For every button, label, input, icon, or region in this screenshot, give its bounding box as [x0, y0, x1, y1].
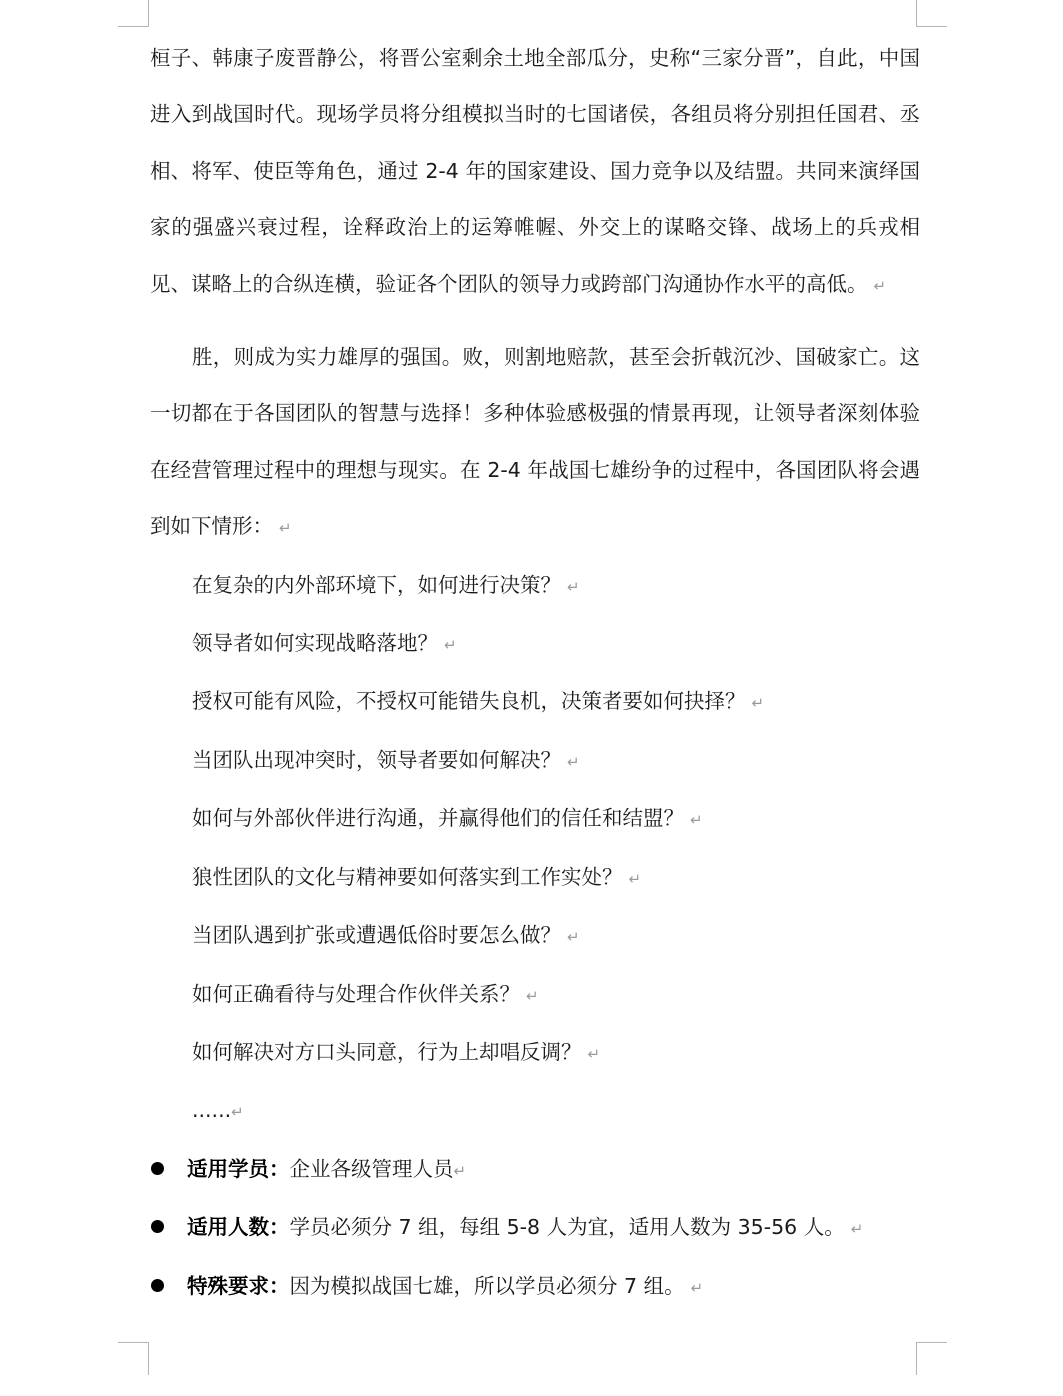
crop-mark-top-left — [118, 0, 149, 27]
bullet-text: 学员必须分 7 组，每组 5-8 人为宜，适用人数为 35-56 人。 — [289, 1215, 845, 1240]
paragraph-scenarios: 胜，则成为实力雄厚的强国。败，则割地赔款，甚至会折戟沉沙、国破家亡。这一切都在于各国团队的智慧与选择！多种体验感极强的情景再现，让领导者深刻体验在经营管理过程中的理想与现实。在 2-4 年战国七雄纷争的过程中，各国团队将会遇到如下情形： ↵ — [150, 345, 920, 539]
paragraph-mark: ↵ — [751, 694, 765, 713]
question-item: 领导者如何实现战略落地？ ↵ — [192, 631, 457, 656]
question-list — [150, 557, 920, 1141]
bullet-label: 适用学员： — [187, 1156, 290, 1181]
paragraph-mark: ↵ — [567, 752, 580, 771]
crop-mark-bottom-left — [118, 1342, 149, 1375]
paragraph-mark: ↵ — [231, 1103, 244, 1122]
bullet-item-headcount — [150, 1199, 920, 1257]
bullet-label: 适用人数： — [187, 1215, 290, 1240]
bullet-dot-icon — [151, 1279, 164, 1292]
question-item: 狼性团队的文化与精神要如何落实到工作实处？ ↵ — [192, 864, 642, 889]
paragraph-spacing — [150, 314, 920, 329]
crop-mark-top-right — [916, 0, 947, 27]
question-item: 如何解决对方口头同意，行为上却唱反调？ ↵ — [192, 1039, 601, 1064]
bullet-dot-icon — [151, 1220, 164, 1233]
paragraph-mark: ↵ — [526, 986, 539, 1005]
paragraph-mark: ↵ — [279, 519, 292, 538]
paragraph-mark: ↵ — [873, 276, 887, 295]
question-item-ellipsis: ......↵ — [192, 1098, 244, 1123]
bullet-label: 特殊要求： — [187, 1273, 290, 1298]
paragraph-intro: 桓子、韩康子废晋静公，将晋公室剩余土地全部瓜分，史称“三家分晋”，自此，中国进入到战国时代。现场学员将分组模拟当时的七国诸侯，各组员将分别担任国君、丞相、将军、使臣等角色，通过 2-4 年的国家建设、国力竞争以及结盟。共同来演绎国家的强盛兴衰过程，诠释政治上的运筹帷幄、外交上的谋略交锋、战场上的兵戎相见、谋略上的合纵连横，验证各个团队的领导力或跨部门沟通协作水平的高低。 ↵ — [150, 46, 920, 296]
paragraph-mark: ↵ — [587, 1044, 601, 1063]
bullet-text: 因为模拟战国七雄，所以学员必须分 7 组。 — [289, 1273, 685, 1298]
question-item: 如何正确看待与处理合作伙伴关系？ ↵ — [192, 981, 539, 1006]
question-item: 如何与外部伙伴进行沟通，并赢得他们的信任和结盟？ ↵ — [192, 806, 703, 831]
paragraph-mark: ↵ — [567, 928, 580, 947]
paragraph-mark: ↵ — [690, 1278, 704, 1297]
crop-mark-bottom-right — [916, 1342, 947, 1375]
paragraph-mark: ↵ — [690, 811, 703, 830]
paragraph-mark: ↵ — [567, 577, 580, 596]
bullet-item-participants — [150, 1141, 920, 1199]
paragraph-mark: ↵ — [628, 869, 642, 888]
bullet-item-requirements — [150, 1258, 920, 1316]
question-item: 授权可能有风险，不授权可能错失良机，决策者要如何抉择？ ↵ — [192, 689, 765, 714]
paragraph-mark: ↵ — [453, 1161, 467, 1180]
paragraph-mark: ↵ — [850, 1220, 864, 1239]
bullet-text: 企业各级管理人员 — [289, 1156, 454, 1181]
question-item: 在复杂的内外部环境下，如何进行决策？ ↵ — [192, 572, 580, 597]
paragraph-mark: ↵ — [444, 636, 457, 655]
question-item: 当团队遇到扩张或遭遇低俗时要怎么做？ ↵ — [192, 923, 580, 948]
bullet-list — [150, 1141, 920, 1316]
document-body — [150, 30, 920, 1316]
bullet-dot-icon — [151, 1162, 164, 1175]
question-item: 当团队出现冲突时，领导者要如何解决？ ↵ — [192, 747, 580, 772]
